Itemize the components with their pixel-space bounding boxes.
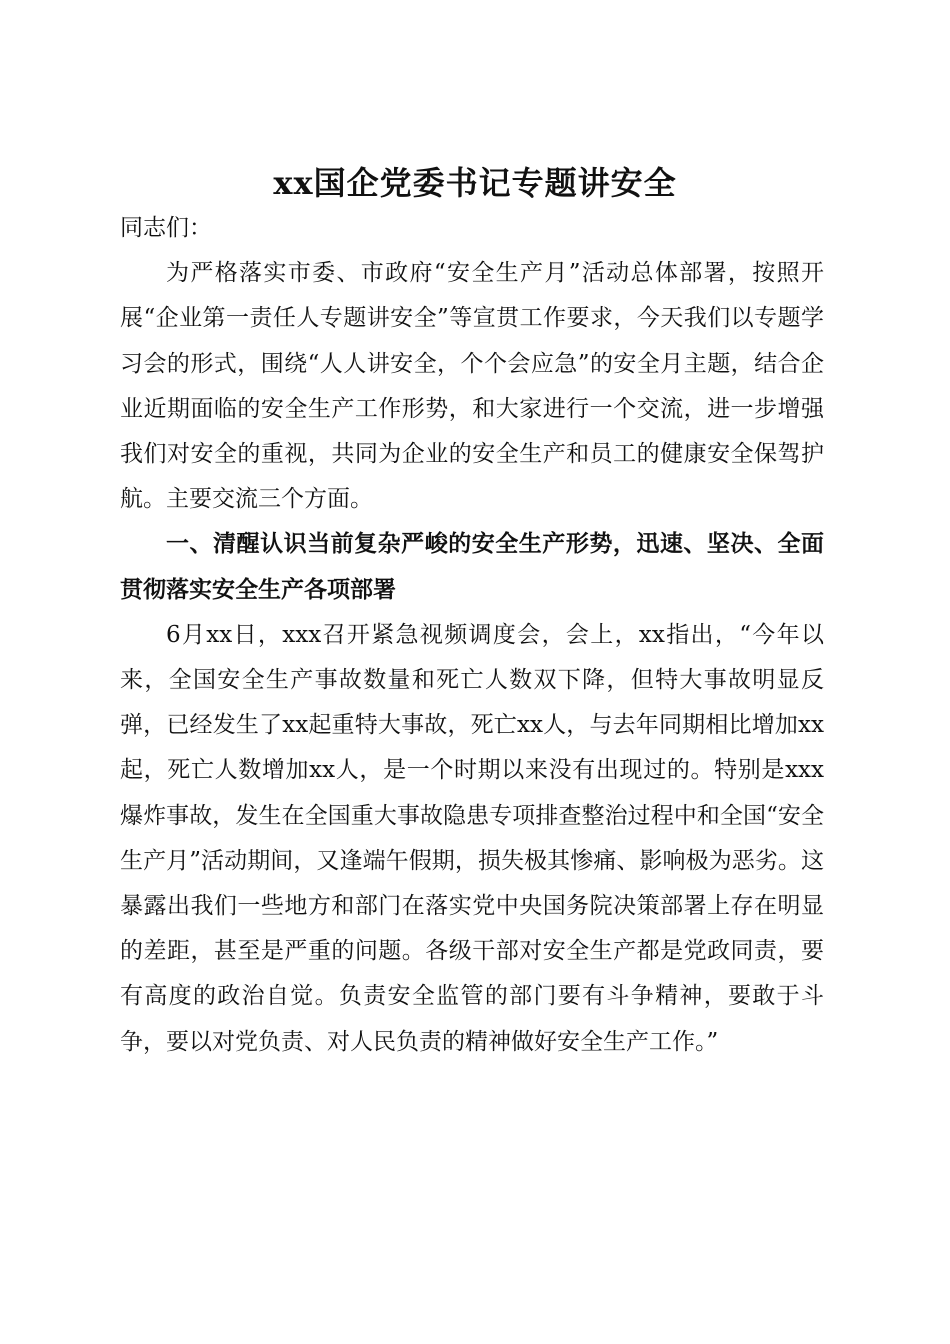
document-title: xx国企党委书记专题讲安全	[273, 164, 677, 203]
salutation: 同志们：	[120, 215, 212, 241]
document-body	[120, 206, 824, 1065]
section-heading-1: 一、清醒认识当前复杂严峻的安全生产形势，迅速、坚决、全面贯彻落实安全生产各项部署	[120, 531, 824, 603]
section-1-paragraph: 6月xx日，xxx召开紧急视频调度会，会上，xx指出，“今年以来，全国安全生产事故数量和死亡人数双下降，但特大事故明显反弹，已经发生了xx起重特大事故，死亡xx人，与去年同期相比增加xx起，死亡人数增加xx人，是一个时期以来没有出现过的。特别是xxx爆炸事故，发生在全国重大事故隐患专项排查整治过程中和全国“安全生产月”活动期间，又逢端午假期，损失极其惨痛、影响极为恶劣。这暴露出我们一些地方和部门在落实党中央国务院决策部署上存在明显的差距，甚至是严重的问题。各级干部对安全生产都是党政同责，要有高度的政治自觉。负责安全监管的部门要有斗争精神，要敢于斗争，要以对党负责、对人民负责的精神做好安全生产工作。”	[120, 621, 824, 1055]
intro-paragraph: 为严格落实市委、市政府“安全生产月”活动总体部署，按照开展“企业第一责任人专题讲安全”等宣贯工作要求，今天我们以专题学习会的形式，围绕“人人讲安全，个个会应急”的安全月主题，结合企业近期面临的安全生产工作形势，和大家进行一个交流，进一步增强我们对安全的重视，共同为企业的安全生产和员工的健康安全保驾护航。主要交流三个方面。	[120, 260, 824, 513]
